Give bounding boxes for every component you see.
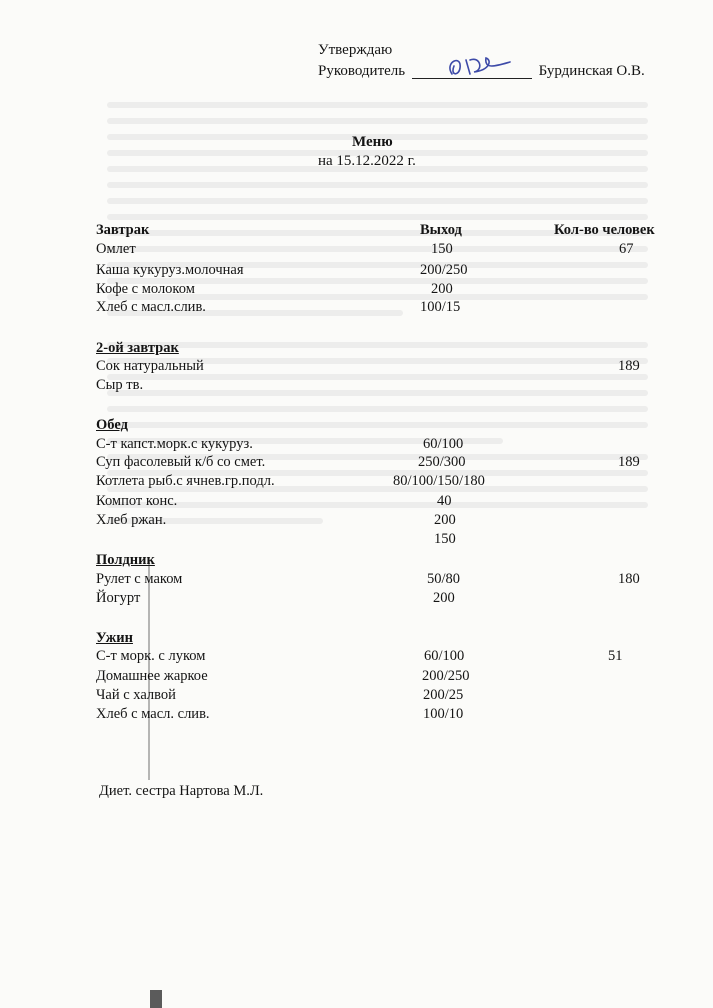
- people-count: 51: [608, 648, 623, 664]
- dish-yield: 200: [434, 512, 456, 528]
- dish-yield: 100/15: [420, 299, 461, 315]
- dish: Чай с халвой: [96, 687, 176, 703]
- section-title: Обед: [96, 417, 128, 433]
- dish-yield: 200/25: [423, 687, 464, 703]
- approve-label: Утверждаю: [318, 42, 393, 58]
- dish: Сок натуральный: [96, 358, 204, 374]
- dish-yield: 60/100: [423, 436, 464, 452]
- page-title: Меню: [352, 134, 393, 150]
- dish-yield: 50/80: [427, 571, 461, 587]
- dish-yield: 200/250: [420, 262, 468, 278]
- dish-yield: 80/100/150/180: [393, 473, 485, 489]
- footer-signature: Диет. сестра Нартова М.Л.: [99, 783, 264, 799]
- scan-artifact: [150, 990, 162, 1008]
- people-count: 67: [619, 241, 634, 257]
- section-title: Полдник: [96, 552, 155, 568]
- dish: Хлеб с масл. слив.: [96, 706, 210, 722]
- manager-label: Руководитель: [318, 63, 406, 79]
- people-count: 189: [618, 454, 640, 470]
- col-meal-header: Завтрак: [96, 222, 150, 238]
- dish: Компот конс.: [96, 493, 178, 509]
- dish-yield: 150: [434, 531, 456, 547]
- dish: С-т капст.морк.с кукуруз.: [96, 436, 253, 452]
- section-title: Ужин: [96, 630, 133, 646]
- dish-yield: 200/250: [422, 668, 470, 684]
- dish-yield: 40: [437, 493, 452, 509]
- dish: Хлеб ржан.: [96, 512, 167, 528]
- dish: Кофе с молоком: [96, 281, 195, 297]
- people-count: 180: [618, 571, 640, 587]
- dish: Котлета рыб.с ячнев.гр.подл.: [96, 473, 275, 489]
- dish-yield: 250/300: [418, 454, 466, 470]
- dish: Сыр тв.: [96, 377, 144, 393]
- signature-icon: [440, 52, 520, 84]
- dish: Суп фасолевый к/б со смет.: [96, 454, 266, 470]
- dish: Рулет с маком: [96, 571, 183, 587]
- dish-yield: 60/100: [424, 648, 465, 664]
- dish-yield: 200: [431, 281, 453, 297]
- dish-yield: 100/10: [423, 706, 464, 722]
- people-count: 189: [618, 358, 640, 374]
- dish: Хлеб с масл.слив.: [96, 299, 206, 315]
- dish: С-т морк. с луком: [96, 648, 206, 664]
- dish-yield: 150: [431, 241, 453, 257]
- dish: Омлет: [96, 241, 136, 257]
- section-title: 2-ой завтрак: [96, 340, 179, 356]
- col-yield-header: Выход: [420, 222, 462, 238]
- dish: Каша кукуруз.молочная: [96, 262, 244, 278]
- menu-date: на 15.12.2022 г.: [318, 153, 416, 169]
- dish: Йогурт: [96, 590, 141, 606]
- col-people-header: Кол-во человек: [554, 222, 655, 238]
- dish-yield: 200: [433, 590, 455, 606]
- manager-name: Бурдинская О.В.: [538, 63, 645, 79]
- dish: Домашнее жаркое: [96, 668, 208, 684]
